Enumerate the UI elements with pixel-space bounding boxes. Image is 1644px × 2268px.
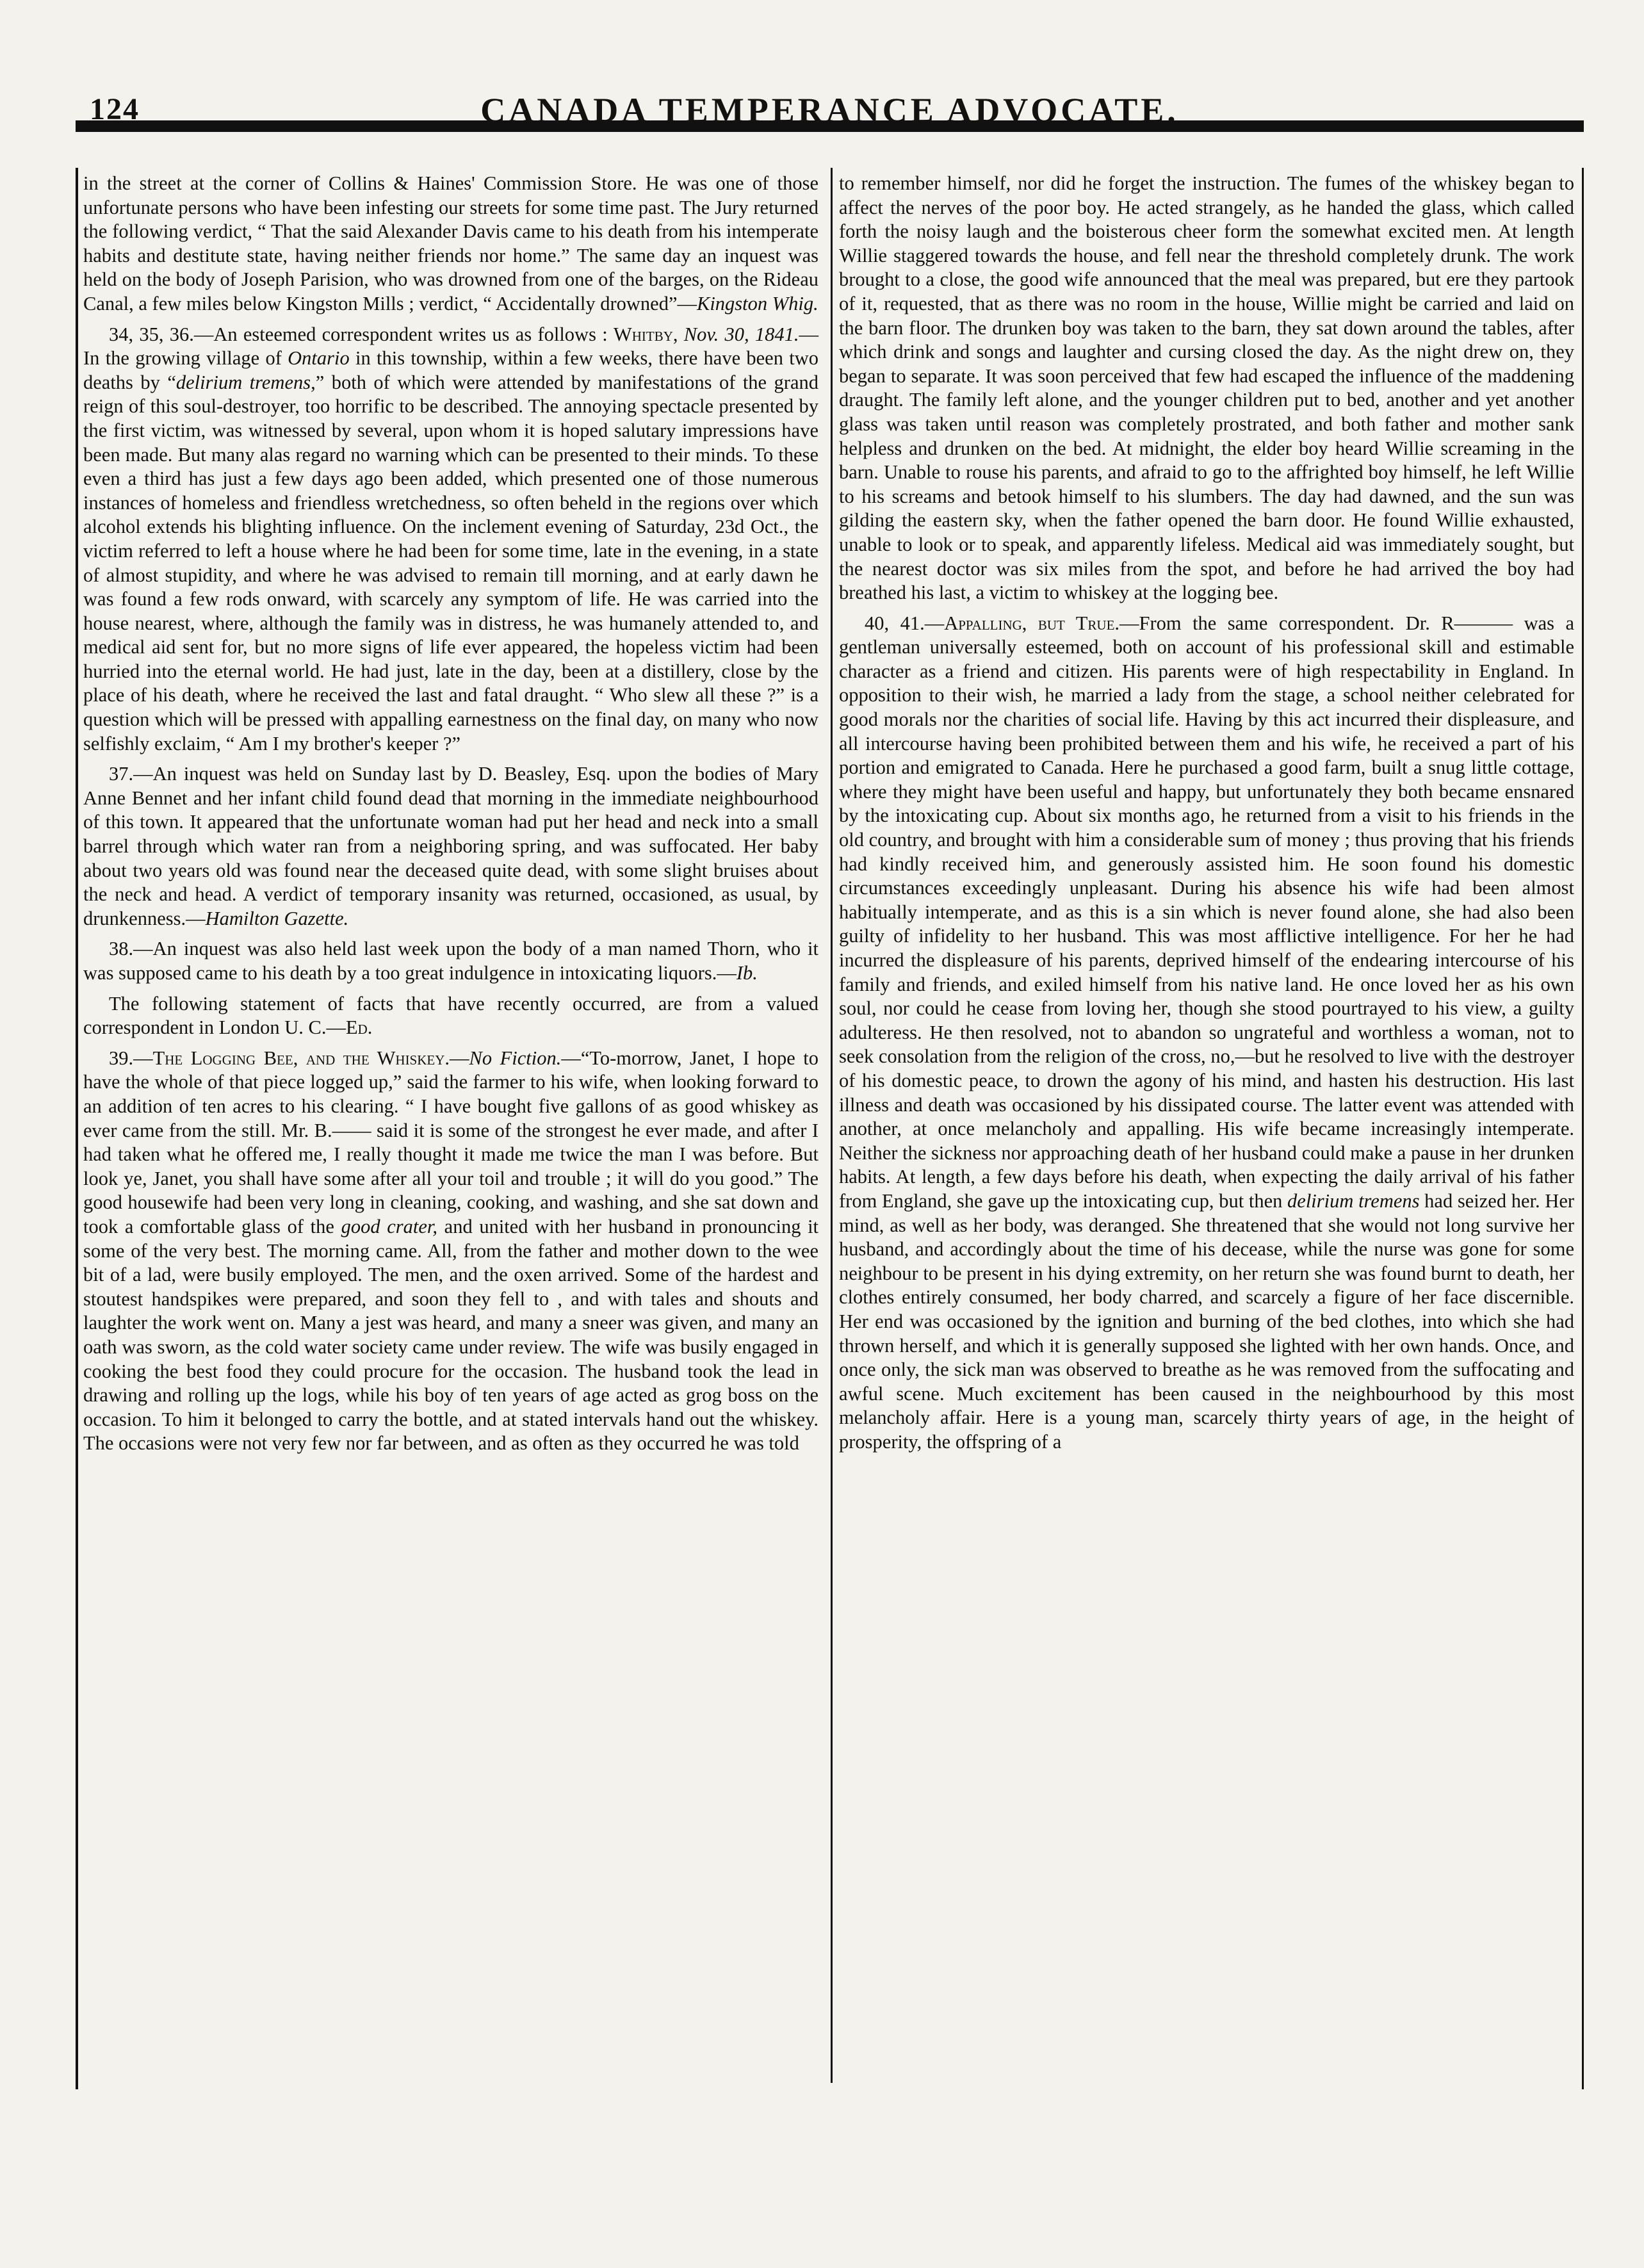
right-column: [839, 172, 1574, 1460]
article-inquest-bennet: 37.—An inquest was held on Sunday last by D. Beasley, Esq. upon the bodies of Mary Anne Bennet and her infant child found dead that morning in the immediate neighbourhood of this town. It appeared that the unfortunate woman had put her head and neck into a small barrel through which water ran from a neighboring spring, and was suffocated. Her baby about two years old was found near the deceased quite dead, with some slight bruises about the neck and head. A verdict of temporary insanity was returned, occasioned, as usual, by drunkenness.—Hamilton Gazette.: [83, 763, 818, 929]
article-whitby-correspondent: 34, 35, 36.—An esteemed correspondent writes us as follows : Whitby, Nov. 30, 1841.—In the growing village of Ontario in this township, within a few weeks, there have been two deaths by “delirium tremens,” both of which were attended by manifestations of the grand reign of this soul-destroyer, too horrific to be described. The annoying spectacle presented by the first victim, was witnessed by several, upon whom it is hoped salutary impressions have been made. But many alas regard no warning which can be presented to their minds. To these even a third has just a few days ago been added, which presented one of those numerous instances of homeless and friendless wretchedness, so often beheld in the regions over which alcohol extends his blighting influence. On the inclement evening of Saturday, 23d Oct., the victim referred to left a house where he had been for some time, late in the evening, in a state of almost stupidity, and where he was advised to remain till morning, and at early dawn he was found a few rods onward, with scarcely any symptom of life. He was carried into the house nearest, where, although the family was in distress, he was humanely attended to, and medical aid sent for, but no more signs of life ever appeared, the hopeless victim had been hurried into the eternal world. He had just, late in the day, been at a distillery, close by the place of his death, where he received the last and fatal draught. “ Who slew all these ?” is a question which will be pressed with appalling earnestness on the final day, on many who now selfishly exclaim, “ Am I my brother's keeper ?”: [83, 323, 818, 755]
article-appalling-but-true: 40, 41.—Appalling, but True.—From the same correspondent. Dr. R——— was a gentleman universally esteemed, both on account of his professional skill and estimable character as a friend and citizen. His parents were of high respectability in England. In opposition to their wish, he married a lady from the stage, a school neither celebrated for good morals nor the charities of social life. Having by this act incurred their displeasure, and all intercourse having been prohibited between them and his wife, he received a part of his portion and emigrated to Canada. Here he purchased a good farm, built a snug little cottage, where they might have been useful and happy, but unfortunately they both became ensnared by the intoxicating cup. About six months ago, he returned from a visit to his friends in the old country, and brought with him a considerable sum of money ; thus proving that his friends had kindly received him, and generously assisted him. He soon found his domestic circumstances exceedingly unpleasant. During his absence his wife had been almost habitually intemperate, and as this is a sin which is never found alone, she had also been guilty of infidelity to her husband. This was most afflictive intelligence. For her he had incurred the displeasure of his parents, deprived himself of the endearing intercourse of his family and friends, and exiled himself from his native land. He once loved her as his own soul, nor could he cease from loving her, though she stood pourtrayed to his view, a guilty adulteress. He then resolved, not to abandon so ungrateful and worthless a woman, not to seek consolation from the religion of the cross, no,—but he resolved to live with the destroyer of his domestic peace, to drown the agony of his mind, and hasten his destruction. His last illness and death was occasioned by his dissipated course. The latter event was attended with another, at once melancholy and appalling. His wife became increasingly intemperate. Neither the sickness nor approaching death of her husband could make a pause in her drunken habits. At length, a few days before his death, when expecting the daily arrival of his father from England, she gave up the intoxicating cup, but then delirium tremens had seized her. Her mind, as well as her body, was deranged. She threatened that she would not long survive her husband, and accordingly about the time of his decease, while the nurse was gone for some neighbour to be present in his dying extremity, on her return she was found burnt to death, her clothes entirely consumed, her body charred, and scarcely a figure of her face discernible. Her end was occasioned by the ignition and burning of the bed clothes, into which she had thrown herself, and which it is generally supposed she lighted with her own hands. Once, and once only, the sick man was observed to breathe as he was removed from the suffocating and awful scene. Much excitement has been caused in the neighbourhood by this most melancholy affair. Here is a young man, scarcely thirty years of age, in the height of prosperity, the offspring of a: [839, 612, 1575, 1453]
page-number: 124: [90, 92, 140, 126]
column-divider: [831, 168, 833, 2083]
article-inquest-thorn: 38.—An inquest was also held last week upon the body of a man named Thorn, who it was supposed came to his death by a too great indulgence in intoxicating liquors.—Ib.: [83, 938, 818, 984]
editor-note: The following statement of facts that have recently occurred, are from a valued correspondent in London U. C.—Ed.: [83, 992, 818, 1039]
masthead: [76, 92, 1584, 131]
left-column: [83, 172, 818, 1462]
article-logging-bee-continued: to remember himself, nor did he forget the instruction. The fumes of the whiskey began to affect the nerves of the poor boy. He acted strangely, as he handed the glass, which called forth the noisy laugh and the boisterous cheer form the somewhat excited men. At length Willie staggered towards the house, and fell near the threshold completely drunk. The work brought to a close, the good wife announced that the meal was prepared, but ere they partook of it, requested, that as there was no room in the house, Willie might be carried and laid on the barn floor. The drunken boy was taken to the barn, they sat down around the tables, after which drink and songs and laughter and cursing closed the day. As the night drew on, they began to separate. It was soon perceived that few had escaped the influence of the maddening draught. The family left alone, and the younger children put to bed, another and yet another glass was taken until reason was completely prostrated, and both father and mother sank helpless and drunken on the bed. At midnight, the elder boy heard Willie screaming in the barn. Unable to rouse his parents, and afraid to go to the affrighted boy himself, he left Willie to his screams and betook himself to his slumbers. The day had dawned, and the sun was gilding the eastern sky, when the father opened the barn door. He found Willie exhausted, unable to look or to speak, and apparently lifeless. Medical aid was immediately sought, but the nearest doctor was six miles from the spot, and before he had arrived the boy had breathed his last, a victim to whiskey at the logging bee.: [839, 172, 1574, 604]
article-inquest-davis: in the street at the corner of Collins & Haines' Commission Store. He was one of those unfortunate persons who have been infesting our streets for some time past. The Jury returned the following verdict, “ That the said Alexander Davis came to his death from his intemperate habits and destitute state, having neither friends nor home.” The same day an inquest was held on the body of Joseph Parision, who was drowned from one of the barges, on the Rideau Canal, a few miles below Kingston Mills ; verdict, “ Accidentally drowned”—Kingston Whig.: [83, 172, 818, 314]
article-logging-bee: 39.—The Logging Bee, and the Whiskey.—No Fiction.—“To-morrow, Janet, I hope to have the whole of that piece logged up,” said the farmer to his wife, when looking forward to an addition of ten acres to his clearing. “ I have bought five gallons of as good whiskey as ever came from the still. Mr. B.—— said it is some of the strongest he ever made, and after I had taken what he offered me, I really thought it made me twice the man I was before. But look ye, Janet, you shall have some after all your toil and trouble ; it will do you good.” The good housewife had been very long in cleaning, cooking, and washing, and she sat down and took a comfortable glass of the good crater, and united with her husband in pronouncing it some of the very best. The morning came. All, from the father and mother down to the wee bit of a lad, were busily employed. The men, and the oxen arrived. Some of the hardest and stoutest handspikes were prepared, and soon they fell to , and with tales and shouts and laughter the work went on. Many a jest was heard, and many a sneer was given, and many an oath was sworn, as the cold water society came under review. The wife was busily engaged in cooking the best food they could procure for the occasion. The husband took the lead in drawing and rolling up the logs, while his boy of ten years of age acted as grog boss on the occasion. To him it belonged to carry the bottle, and at stated intervals hand out the whiskey. The occasions were not very few nor far between, and as often as they occurred he was told: [83, 1047, 819, 1455]
newspaper-title: CANADA TEMPERANCE ADVOCATE.: [480, 91, 1179, 129]
